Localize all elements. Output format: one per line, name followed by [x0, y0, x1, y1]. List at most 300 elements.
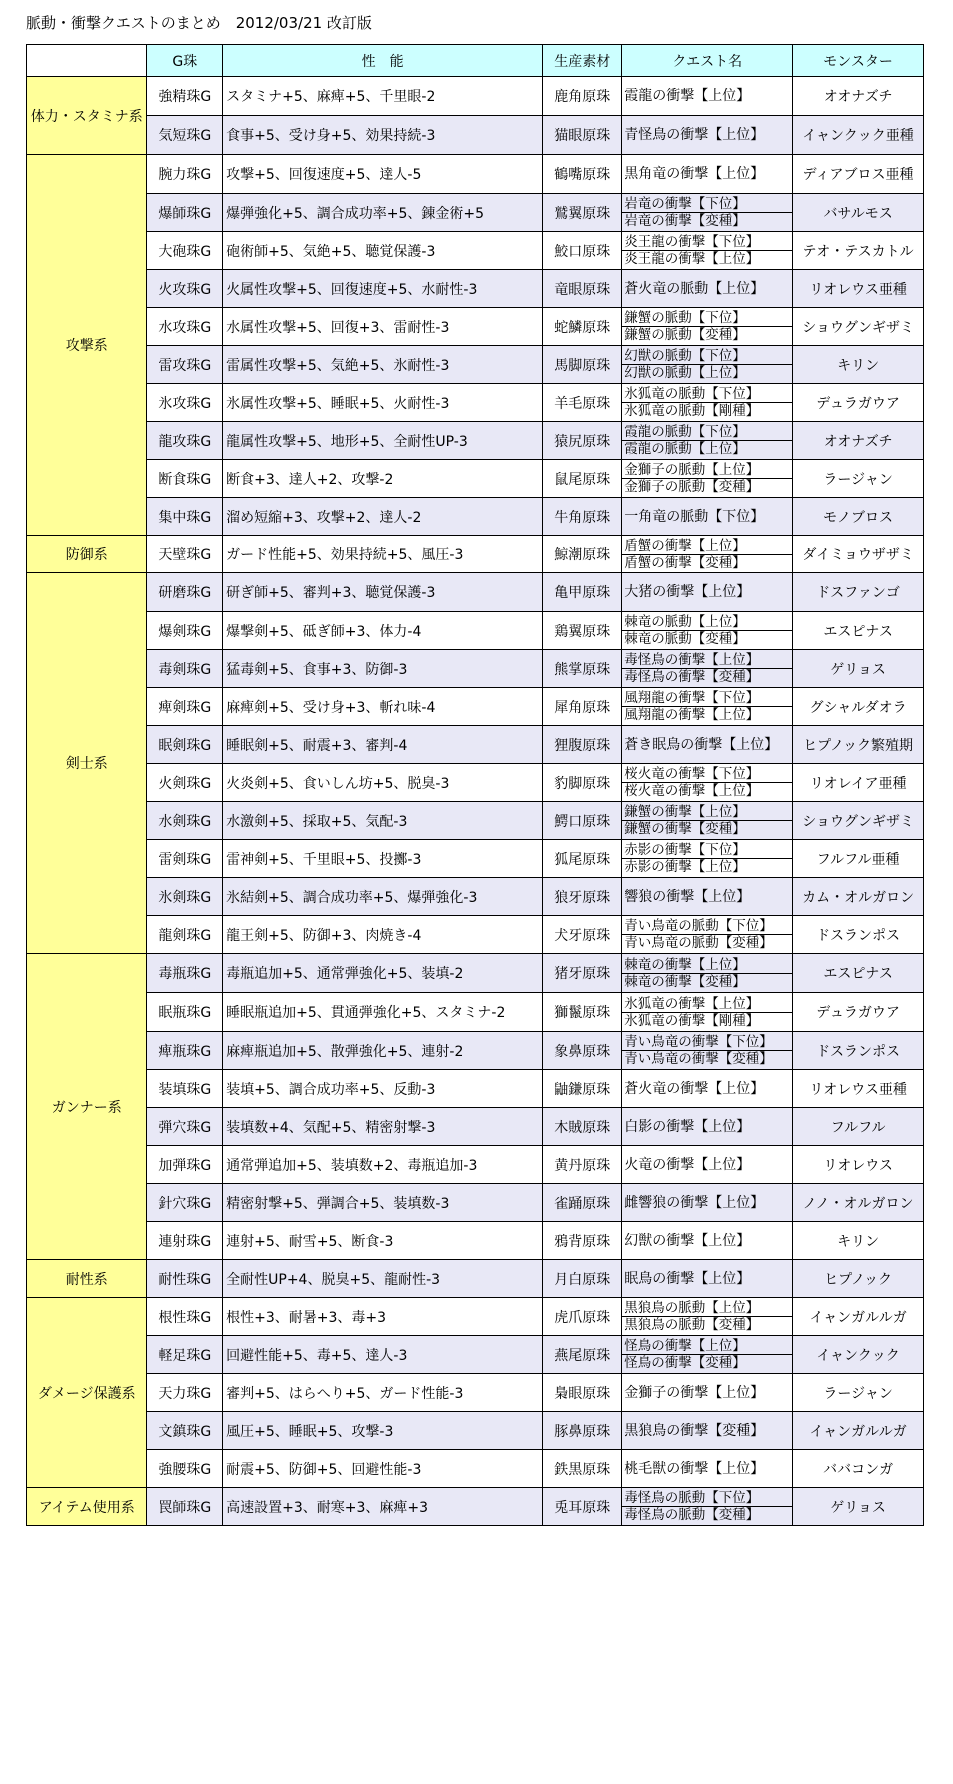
quest-list [622, 1034, 792, 1067]
quest-list [622, 310, 792, 343]
category-cell: ダメージ保護系 [27, 1298, 147, 1488]
quest-name: 氷狐竜の脈動【剛種】 [624, 403, 760, 419]
quest-cell [622, 1070, 793, 1108]
performance-cell: 審判+5、はらへり+5、ガード性能-3 [223, 1374, 543, 1412]
performance-cell: 溜め短縮+3、攻撃+2、達人-2 [223, 498, 543, 536]
category-cell: 剣士系 [27, 573, 147, 954]
table-row [27, 384, 924, 422]
monster-cell: フルフル [793, 1108, 924, 1146]
quest-cell [622, 1032, 793, 1070]
quest-cell [622, 1298, 793, 1336]
jewel-cell: 火剣珠G [147, 764, 223, 802]
quest-name: 蒼火竜の脈動【上位】 [624, 280, 765, 297]
quest-name: 風翔龍の衝撃【上位】 [624, 707, 760, 723]
material-cell: 燕尾原珠 [543, 1336, 622, 1374]
quest-name: 幻獣の脈動【下位】 [622, 348, 792, 365]
jewel-cell: 大砲珠G [147, 232, 223, 270]
quest-name: 一角竜の脈動【下位】 [624, 508, 765, 525]
monster-cell: イャンクック亜種 [793, 116, 924, 155]
quest-list [622, 386, 792, 419]
performance-cell: 全耐性UP+4、脱臭+5、龍耐性-3 [223, 1260, 543, 1298]
quest-name: 金獅子の脈動【上位】 [622, 462, 792, 479]
category-cell: アイテム使用系 [27, 1488, 147, 1526]
quest-name: 青怪鳥の衝撃【上位】 [624, 127, 765, 143]
performance-cell: 通常弾追加+5、装填数+2、毒瓶追加-3 [223, 1146, 543, 1184]
performance-cell: 氷結剣+5、調合成功率+5、爆弾強化-3 [223, 878, 543, 916]
category-cell: 攻撃系 [27, 155, 147, 536]
quest-cell [622, 422, 793, 460]
header-monster: モンスター [793, 45, 924, 77]
performance-cell: 爆弾強化+5、調合成功率+5、錬金術+5 [223, 194, 543, 232]
jewel-cell: 集中珠G [147, 498, 223, 536]
monster-cell: ラージャン [793, 460, 924, 498]
material-cell: 獅鬣原珠 [543, 993, 622, 1032]
material-cell: 鼬鎌原珠 [543, 1070, 622, 1108]
quest-cell [622, 878, 793, 916]
quest-list [622, 1490, 792, 1523]
quest-name: 風翔龍の衝撃【下位】 [622, 690, 792, 707]
quest-name: 桃毛獣の衝撃【上位】 [624, 1460, 765, 1477]
header-row [27, 45, 924, 77]
quest-name: 金獅子の衝撃【上位】 [624, 1384, 765, 1401]
quest-name: 棘竜の衝撃【変種】 [624, 973, 746, 990]
material-cell: 鉄黒原珠 [543, 1450, 622, 1488]
performance-cell: 水激剣+5、採取+5、気配-3 [223, 802, 543, 840]
performance-cell: 高速設置+3、耐寒+3、麻痺+3 [223, 1488, 543, 1526]
table-row [27, 573, 924, 612]
table-row [27, 1070, 924, 1108]
material-cell: 馬脚原珠 [543, 346, 622, 384]
jewel-cell: 強精珠G [147, 77, 223, 116]
jewel-cell: 眠剣珠G [147, 726, 223, 764]
performance-cell: 根性+3、耐暑+3、毒+3 [223, 1298, 543, 1336]
quest-cell [622, 346, 793, 384]
jewel-cell: 爆剣珠G [147, 612, 223, 650]
quest-cell [622, 308, 793, 346]
quest-list [622, 1460, 792, 1478]
quest-cell [622, 1412, 793, 1450]
quest-list [622, 736, 792, 754]
table-row [27, 1374, 924, 1412]
monster-cell: リオレウス [793, 1146, 924, 1184]
quest-list [622, 1422, 792, 1440]
quest-name: 黒狼鳥の脈動【上位】 [622, 1300, 792, 1317]
quest-list [622, 1384, 792, 1402]
monster-cell: ドスランポス [793, 1032, 924, 1070]
jewel-cell: 加弾珠G [147, 1146, 223, 1184]
monster-cell: ノノ・オルガロン [793, 1184, 924, 1222]
quest-summary-table [26, 44, 924, 1526]
quest-name: 蒼火竜の衝撃【上位】 [624, 1080, 765, 1097]
performance-cell: 水属性攻撃+5、回復+3、雷耐性-3 [223, 308, 543, 346]
quest-list [622, 957, 792, 990]
quest-name: 霞龍の脈動【上位】 [624, 441, 746, 457]
quest-name: 盾蟹の衝撃【上位】 [622, 538, 792, 555]
material-cell: 猫眼原珠 [543, 116, 622, 155]
performance-cell: 猛毒剣+5、食事+3、防御-3 [223, 650, 543, 688]
quest-cell [622, 1488, 793, 1526]
quest-name: 氷狐竜の脈動【下位】 [622, 386, 792, 403]
monster-cell: ショウグンギザミ [793, 802, 924, 840]
performance-cell: 回避性能+5、毒+5、達人-3 [223, 1336, 543, 1374]
performance-cell: 睡眠剣+5、耐震+3、審判-4 [223, 726, 543, 764]
table-row [27, 1260, 924, 1298]
monster-cell: エスピナス [793, 954, 924, 993]
performance-cell: 装填数+4、気配+5、精密射撃-3 [223, 1108, 543, 1146]
quest-cell [622, 726, 793, 764]
jewel-cell: 連射珠G [147, 1222, 223, 1260]
quest-cell [622, 116, 793, 155]
monster-cell: リオレウス亜種 [793, 1070, 924, 1108]
jewel-cell: 天力珠G [147, 1374, 223, 1412]
quest-list [622, 538, 792, 571]
jewel-cell: 龍攻珠G [147, 422, 223, 460]
quest-name: 幻獣の脈動【上位】 [624, 365, 746, 381]
monster-cell: デュラガウア [793, 384, 924, 422]
quest-name: 鎌蟹の衝撃【上位】 [622, 804, 792, 821]
material-cell: 豹脚原珠 [543, 764, 622, 802]
monster-cell: ヒプノック [793, 1260, 924, 1298]
material-cell: 熊掌原珠 [543, 650, 622, 688]
quest-list [622, 126, 792, 144]
material-cell: 鶴嘴原珠 [543, 155, 622, 194]
quest-cell [622, 1450, 793, 1488]
page-title: 脈動・衝撃クエストのまとめ 2012/03/21 改訂版 [26, 14, 372, 32]
quest-name: 蒼き眠鳥の衝撃【上位】 [624, 736, 779, 753]
table-row [27, 1146, 924, 1184]
quest-list [622, 996, 792, 1029]
monster-cell: ババコンガ [793, 1450, 924, 1488]
category-cell: 耐性系 [27, 1260, 147, 1298]
performance-cell: 連射+5、耐雪+5、断食-3 [223, 1222, 543, 1260]
performance-cell: 龍属性攻撃+5、地形+5、全耐性UP-3 [223, 422, 543, 460]
performance-cell: 断食+3、達人+2、攻撃-2 [223, 460, 543, 498]
quest-list [622, 165, 792, 183]
jewel-cell: 水攻珠G [147, 308, 223, 346]
quest-name: 黒狼鳥の脈動【変種】 [624, 1317, 760, 1333]
table-row [27, 1184, 924, 1222]
quest-name: 青い鳥竜の衝撃【変種】 [624, 1051, 773, 1067]
table-row [27, 232, 924, 270]
category-cell: 防御系 [27, 536, 147, 573]
material-cell: 竜眼原珠 [543, 270, 622, 308]
quest-list [622, 1232, 792, 1250]
material-cell: 虎爪原珠 [543, 1298, 622, 1336]
quest-list [622, 1270, 792, 1288]
quest-name: 棘竜の衝撃【上位】 [622, 957, 792, 974]
material-cell: 亀甲原珠 [543, 573, 622, 612]
table-row [27, 688, 924, 726]
quest-name: 金獅子の脈動【変種】 [624, 479, 760, 495]
jewel-cell: 耐性珠G [147, 1260, 223, 1298]
quest-cell [622, 1336, 793, 1374]
jewel-cell: 火攻珠G [147, 270, 223, 308]
jewel-cell: 毒剣珠G [147, 650, 223, 688]
quest-cell [622, 688, 793, 726]
quest-name: 桜火竜の衝撃【下位】 [622, 766, 792, 783]
quest-list [622, 614, 792, 647]
quest-name: 毒怪鳥の衝撃【上位】 [622, 652, 792, 669]
monster-cell: ディアブロス亜種 [793, 155, 924, 194]
category-cell: 体力・スタミナ系 [27, 77, 147, 155]
table-row [27, 422, 924, 460]
quest-cell [622, 1222, 793, 1260]
quest-cell [622, 155, 793, 194]
performance-cell: 精密射撃+5、弾調合+5、装填数-3 [223, 1184, 543, 1222]
quest-list [622, 918, 792, 951]
table-row [27, 270, 924, 308]
quest-name: 霞龍の脈動【下位】 [622, 424, 792, 441]
monster-cell: ドスランポス [793, 916, 924, 954]
monster-cell: イャンガルルガ [793, 1412, 924, 1450]
jewel-cell: 眠瓶珠G [147, 993, 223, 1032]
table-row [27, 1108, 924, 1146]
jewel-cell: 気短珠G [147, 116, 223, 155]
monster-cell: モノブロス [793, 498, 924, 536]
header-quest: クエスト名 [622, 45, 793, 77]
jewel-cell: 文鎮珠G [147, 1412, 223, 1450]
jewel-cell: 針穴珠G [147, 1184, 223, 1222]
table-row [27, 1450, 924, 1488]
material-cell: 鹿角原珠 [543, 77, 622, 116]
table-row [27, 1298, 924, 1336]
jewel-cell: 龍剣珠G [147, 916, 223, 954]
quest-cell [622, 232, 793, 270]
quest-cell [622, 460, 793, 498]
quest-cell [622, 270, 793, 308]
quest-name: 黒角竜の衝撃【上位】 [624, 166, 765, 182]
quest-name: 青い鳥竜の衝撃【下位】 [622, 1034, 792, 1051]
monster-cell: イャンクック [793, 1336, 924, 1374]
quest-name: 幻獣の衝撃【上位】 [624, 1232, 751, 1249]
monster-cell: バサルモス [793, 194, 924, 232]
quest-name: 鎌蟹の衝撃【変種】 [624, 821, 746, 837]
quest-list [622, 766, 792, 799]
table-row [27, 1222, 924, 1260]
table-row [27, 1412, 924, 1450]
quest-name: 霞龍の衝撃【上位】 [624, 88, 751, 104]
performance-cell: 装填+5、調合成功率+5、反動-3 [223, 1070, 543, 1108]
quest-name: 響狼の衝撃【上位】 [624, 888, 751, 905]
table-row [27, 1032, 924, 1070]
material-cell: 豚鼻原珠 [543, 1412, 622, 1450]
quest-list [622, 280, 792, 298]
quest-cell [622, 536, 793, 573]
quest-list [622, 652, 792, 685]
performance-cell: 食事+5、受け身+5、効果持続-3 [223, 116, 543, 155]
table-row [27, 536, 924, 573]
jewel-cell: 氷攻珠G [147, 384, 223, 422]
material-cell: 雀踊原珠 [543, 1184, 622, 1222]
jewel-cell: 研磨珠G [147, 573, 223, 612]
jewel-cell: 氷剣珠G [147, 878, 223, 916]
table-row [27, 916, 924, 954]
quest-list [622, 1194, 792, 1212]
quest-name: 雌響狼の衝撃【上位】 [624, 1194, 765, 1211]
quest-list [622, 424, 792, 457]
quest-name: 毒怪鳥の脈動【変種】 [624, 1507, 760, 1523]
jewel-cell: 爆師珠G [147, 194, 223, 232]
performance-cell: 攻撃+5、回復速度+5、達人-5 [223, 155, 543, 194]
monster-cell: オオナズチ [793, 422, 924, 460]
performance-cell: 火属性攻撃+5、回復速度+5、水耐性-3 [223, 270, 543, 308]
quest-name: 鎌蟹の脈動【変種】 [624, 327, 746, 343]
jewel-cell: 装填珠G [147, 1070, 223, 1108]
monster-cell: イャンガルルガ [793, 1298, 924, 1336]
jewel-cell: 根性珠G [147, 1298, 223, 1336]
quest-name: 青い鳥竜の脈動【下位】 [622, 918, 792, 935]
jewel-cell: 弾穴珠G [147, 1108, 223, 1146]
table-row [27, 1336, 924, 1374]
quest-cell [622, 993, 793, 1032]
quest-cell [622, 384, 793, 422]
monster-cell: ゲリョス [793, 1488, 924, 1526]
material-cell: 黄丹原珠 [543, 1146, 622, 1184]
material-cell: 鷲翼原珠 [543, 194, 622, 232]
quest-name: 桜火竜の衝撃【上位】 [624, 783, 760, 799]
monster-cell: ラージャン [793, 1374, 924, 1412]
quest-list [622, 1338, 792, 1371]
performance-cell: 砲術師+5、気絶+5、聴覚保護-3 [223, 232, 543, 270]
monster-cell: キリン [793, 1222, 924, 1260]
quest-list [622, 1080, 792, 1098]
quest-name: 青い鳥竜の脈動【変種】 [624, 935, 773, 951]
jewel-cell: 断食珠G [147, 460, 223, 498]
quest-cell [622, 802, 793, 840]
jewel-cell: 腕力珠G [147, 155, 223, 194]
performance-cell: 氷属性攻撃+5、睡眠+5、火耐性-3 [223, 384, 543, 422]
monster-cell: テオ・テスカトル [793, 232, 924, 270]
material-cell: 梟眼原珠 [543, 1374, 622, 1412]
table-row [27, 878, 924, 916]
jewel-cell: 雷攻珠G [147, 346, 223, 384]
table-row [27, 726, 924, 764]
quest-name: 岩竜の衝撃【下位】 [622, 196, 792, 213]
monster-cell: エスピナス [793, 612, 924, 650]
monster-cell: リオレイア亜種 [793, 764, 924, 802]
material-cell: 羊毛原珠 [543, 384, 622, 422]
quest-cell [622, 1260, 793, 1298]
quest-list [622, 690, 792, 723]
performance-cell: 雷属性攻撃+5、気絶+5、氷耐性-3 [223, 346, 543, 384]
performance-cell: 麻痺瓶追加+5、散弾強化+5、連射-2 [223, 1032, 543, 1070]
quest-cell [622, 954, 793, 993]
material-cell: 木賊原珠 [543, 1108, 622, 1146]
performance-cell: 麻痺剣+5、受け身+3、斬れ味-4 [223, 688, 543, 726]
quest-cell [622, 650, 793, 688]
quest-list [622, 234, 792, 267]
quest-name: 大猪の衝撃【上位】 [624, 584, 751, 600]
material-cell: 犬牙原珠 [543, 916, 622, 954]
material-cell: 狼牙原珠 [543, 878, 622, 916]
quest-list [622, 196, 792, 229]
quest-list [622, 348, 792, 381]
quest-name: 氷狐竜の衝撃【上位】 [622, 996, 792, 1013]
quest-cell [622, 1184, 793, 1222]
material-cell: 犀角原珠 [543, 688, 622, 726]
quest-name: 怪鳥の衝撃【変種】 [624, 1355, 746, 1371]
material-cell: 月白原珠 [543, 1260, 622, 1298]
quest-list [622, 1156, 792, 1174]
table-row [27, 954, 924, 993]
quest-name: 白影の衝撃【上位】 [624, 1118, 751, 1135]
table-row [27, 1488, 924, 1526]
quest-list [622, 462, 792, 495]
monster-cell: リオレウス亜種 [793, 270, 924, 308]
quest-name: 氷狐竜の衝撃【剛種】 [624, 1012, 760, 1029]
performance-cell: 雷神剣+5、千里眼+5、投擲-3 [223, 840, 543, 878]
table-row [27, 764, 924, 802]
quest-cell [622, 840, 793, 878]
material-cell: 兎耳原珠 [543, 1488, 622, 1526]
jewel-cell: 水剣珠G [147, 802, 223, 840]
quest-name: 怪鳥の衝撃【上位】 [622, 1338, 792, 1355]
header-material: 生産素材 [543, 45, 622, 77]
table-row [27, 155, 924, 194]
material-cell: 蛇鱗原珠 [543, 308, 622, 346]
table-row [27, 116, 924, 155]
jewel-cell: 痺剣珠G [147, 688, 223, 726]
material-cell: 猪牙原珠 [543, 954, 622, 993]
table-row [27, 498, 924, 536]
quest-cell [622, 916, 793, 954]
quest-cell [622, 194, 793, 232]
quest-name: 鎌蟹の脈動【下位】 [622, 310, 792, 327]
material-cell: 鼠尾原珠 [543, 460, 622, 498]
quest-name: 棘竜の脈動【上位】 [622, 614, 792, 631]
quest-name: 赤影の衝撃【上位】 [624, 859, 746, 875]
monster-cell: ドスファンゴ [793, 573, 924, 612]
jewel-cell: 軽足珠G [147, 1336, 223, 1374]
quest-name: 黒狼鳥の衝撃【変種】 [624, 1422, 765, 1439]
material-cell: 狐尾原珠 [543, 840, 622, 878]
category-cell: ガンナー系 [27, 954, 147, 1260]
monster-cell: ヒプノック繁殖期 [793, 726, 924, 764]
monster-cell: ゲリョス [793, 650, 924, 688]
quest-name: 火竜の衝撃【上位】 [624, 1156, 751, 1173]
quest-cell [622, 764, 793, 802]
performance-cell: 龍王剣+5、防御+3、肉焼き-4 [223, 916, 543, 954]
quest-list [622, 87, 792, 105]
performance-cell: 爆撃剣+5、砥ぎ師+3、体力-4 [223, 612, 543, 650]
quest-cell [622, 1374, 793, 1412]
table-row [27, 840, 924, 878]
material-cell: 狸腹原珠 [543, 726, 622, 764]
monster-cell: フルフル亜種 [793, 840, 924, 878]
table-row [27, 993, 924, 1032]
quest-name: 岩竜の衝撃【変種】 [624, 213, 746, 229]
monster-cell: ダイミョウザザミ [793, 536, 924, 573]
quest-list [622, 842, 792, 875]
jewel-cell: 罠師珠G [147, 1488, 223, 1526]
quest-list [622, 804, 792, 837]
jewel-cell: 雷剣珠G [147, 840, 223, 878]
header-blank [27, 45, 147, 77]
jewel-cell: 痺瓶珠G [147, 1032, 223, 1070]
quest-name: 炎王龍の衝撃【上位】 [624, 251, 760, 267]
table-row [27, 802, 924, 840]
material-cell: 鴉背原珠 [543, 1222, 622, 1260]
quest-list [622, 1300, 792, 1333]
quest-name: 毒怪鳥の衝撃【変種】 [624, 669, 760, 685]
quest-cell [622, 77, 793, 116]
table-row [27, 346, 924, 384]
material-cell: 鰐口原珠 [543, 802, 622, 840]
performance-cell: スタミナ+5、麻痺+5、千里眼-2 [223, 77, 543, 116]
quest-cell [622, 573, 793, 612]
quest-cell [622, 1108, 793, 1146]
material-cell: 鯨潮原珠 [543, 536, 622, 573]
